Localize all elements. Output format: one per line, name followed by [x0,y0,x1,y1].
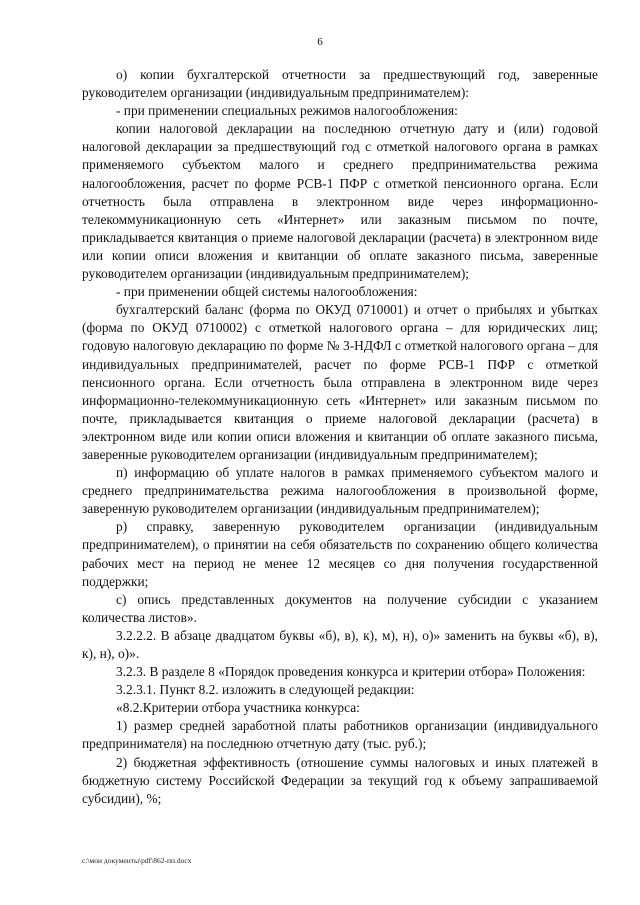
paragraph-3-2-3: 3.2.3. В разделе 8 «Порядок проведения конкурса и критерии отбора» Положения: [116,664,586,680]
paragraph-special-tax-regimes: - при применении специальных режимов налогообложения: [116,103,458,119]
paragraph-s: с) опись представленных документов на получение субсидии с указанием количества листов». [82,591,598,625]
paragraph-3-2-3-1: 3.2.3.1. Пункт 8.2. изложить в следующей редакции: [116,682,415,698]
paragraph-o: о) копии бухгалтерской отчетности за предшествующий год, заверенные руководителем организации (индивидуальным предпринимателем): [82,67,598,101]
paragraph-8-2-heading: «8.2.Критерии отбора участника конкурса: [116,700,360,716]
page-number: 6 [317,36,323,48]
document-body [82,66,598,808]
paragraph-balance-sheet: бухгалтерский баланс (форма по ОКУД 0710001) и отчет о прибылях и убытках (форма по ОКУД 0710002) с отметкой налогового органа – для юридических лиц; годовую налоговую декларацию по форме № 3-НДФЛ с отметкой налогового органа – для индивидуальных предпринимателей, расчет по форме РСВ-1 ПФР с отметкой пенсионного органа. Если отчетность была отправлена в электронном виде через информационно-телекоммуникационную сеть «Интернет» или заказным письмом по почте, прикладывается квитанция о приеме налоговой декларации (расчета) в электронном виде или копии описи вложения и квитанции об оплате заказного письма, заверенные руководителем организации (индивидуальным предпринимателем); [82,302,598,462]
paragraph-r: р) справку, заверенную руководителем организации (индивидуальным предпринимателем), о принятии на себя обязательств по сохранению общего количества рабочих мест на период не менее 12 месяцев со дня получения государственной поддержки; [82,519,598,589]
paragraph-p: п) информацию об уплате налогов в рамках применяемого субъектом малого и среднего предпринимательства режима налогообложения в произвольной форме, заверенную руководителем организации (индивидуальным предпринимателем); [82,465,598,517]
paragraph-general-tax-system: - при применении общей системы налогообложения: [116,284,418,300]
paragraph-criterion-2: 2) бюджетная эффективность (отношение суммы налоговых и иных платежей в бюджетную систему Российской Федерации за текущий год к объему запрашиваемой субсидии), %; [82,754,598,806]
paragraph-tax-declaration-copies: копии налоговой декларации на последнюю отчетную дату и (или) годовой налоговой декларации за предшествующий год с отметкой налогового органа в рамках применяемого субъектом малого и среднего предпринимательства режима налогообложения, расчет по форме РСВ-1 ПФР с отметкой пенсионного органа. Если отчетность была отправлена в электронном виде через информационно-телекоммуникационную сеть «Интернет» или заказным письмом по почте, прикладывается квитанция о приеме налоговой декларации (расчета) в электронном виде или копии описи вложения и квитанции об оплате заказного письма, заверенные руководителем организации (индивидуальным предпринимателем); [82,121,598,282]
paragraph-3-2-2-2: 3.2.2.2. В абзаце двадцатом буквы «б), в), к), м), н), о)» заменить на буквы «б), в), к), н), о)». [82,627,598,661]
paragraph-criterion-1: 1) размер средней заработной платы работников организации (индивидуального предпринимателя) на последнюю отчетную дату (тыс. руб.); [82,718,598,752]
file-path-footer: c:\мои документы\pdf\862-пп.docx [82,856,192,865]
